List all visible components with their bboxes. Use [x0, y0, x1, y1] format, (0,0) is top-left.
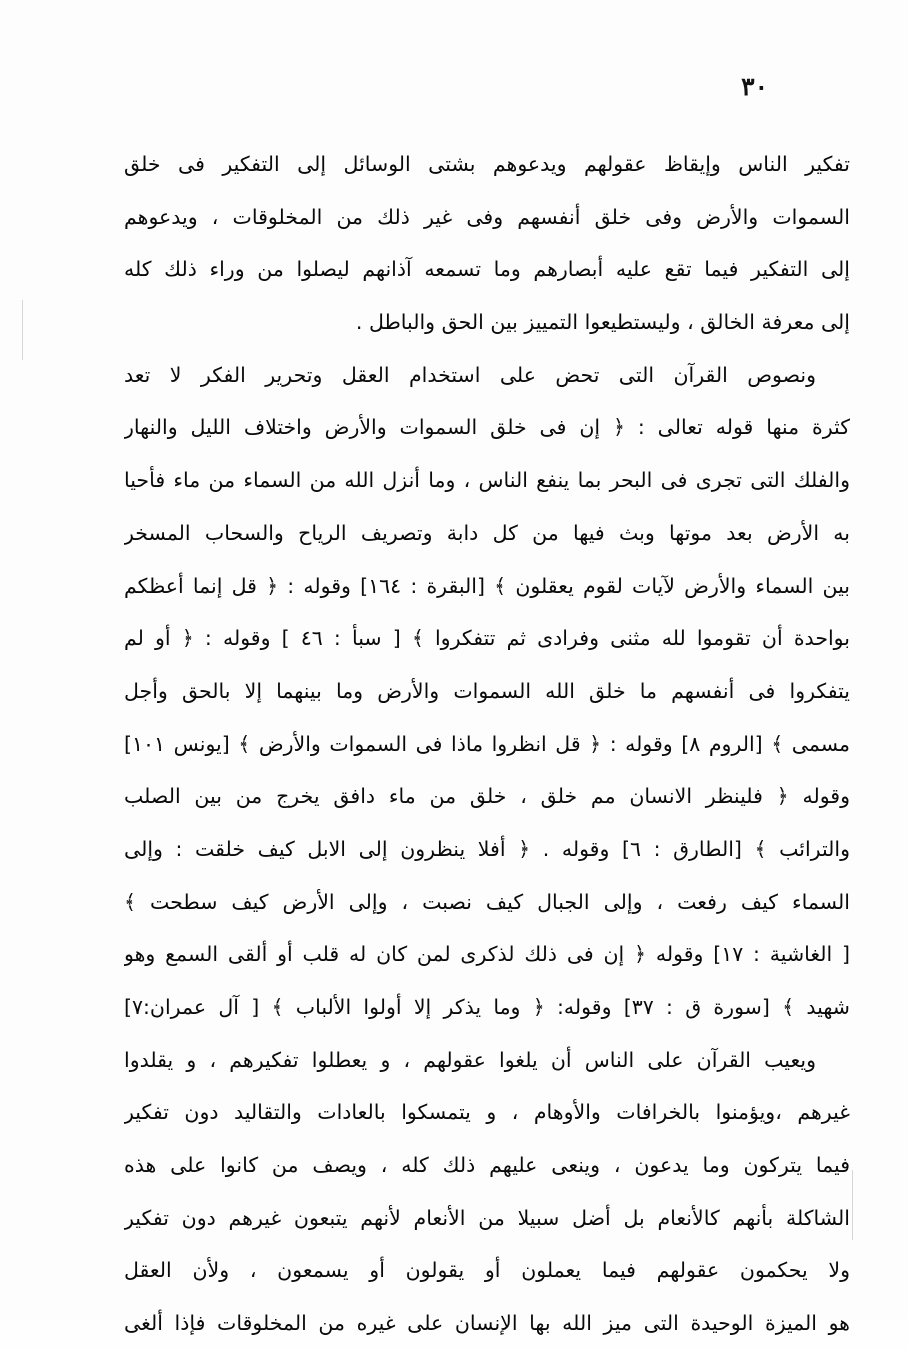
paragraph-start-line: ويعيب القرآن على الناس أن يلغوا عقولهم ، و يعطلوا تفكيرهم ، و يقلدوا — [124, 1047, 816, 1072]
text-line: السموات والأرض وفى خلق أنفسهم وفى غير ذلك من المخلوقات ، ويدعوهم — [124, 204, 850, 229]
text-line: هو الميزة الوحيدة التى ميز الله بها الإنسان على غيره من المخلوقات فإذا ألغى — [124, 1311, 850, 1336]
text-line: السماء كيف رفعت ، وإلى الجبال كيف نصبت ، وإلى الأرض كيف سطحت ﴾ — [124, 889, 850, 914]
text-line: تفكير الناس وإيقاظ عقولهم ويدعوهم بشتى الوسائل إلى التفكير فى خلق — [124, 152, 850, 176]
page-number: ٣٠ — [741, 72, 768, 101]
text-line: والترائب ﴾ [الطارق : ٦] وقوله . ﴿ أفلا ينظرون إلى الابل كيف خلقت : وإلى — [124, 836, 850, 861]
scan-margin-mark — [22, 300, 23, 360]
text-line: مسمى ﴾ [الروم ٨] وقوله : ﴿ قل انظروا ماذا فى السموات والأرض ﴾ [يونس ١٠١] — [124, 731, 850, 756]
page-text — [124, 138, 850, 1350]
text-line: فيما يتركون وما يدعون ، وينعى عليهم ذلك كله ، ويصف من كانوا على هذه — [124, 1153, 850, 1178]
text-line: والفلك التى تجرى فى البحر بما ينفع الناس ، وما أنزل الله من السماء من ماء فأحيا — [124, 468, 850, 493]
paragraph-start-line: ونصوص القرآن التى تحض على استخدام العقل وتحرير الفكر لا تعد — [124, 362, 816, 387]
scan-margin-mark — [852, 1170, 853, 1240]
text-line: يتفكروا فى أنفسهم ما خلق الله السموات والأرض وما بينهما إلا بالحق وأجل — [124, 678, 850, 703]
text-line: الشاكلة بأنهم كالأنعام بل أضل سبيلا من الأنعام لأنهم يتبعون غيرهم دون تفكير — [124, 1205, 850, 1230]
text-line: ولا يحكمون عقولهم فيما يعملون أو يقولون أو يسمعون ، ولأن العقل — [124, 1258, 850, 1283]
text-line: غيرهم ،ويؤمنوا بالخرافات والأوهام ، و يتمسكوا بالعادات والتقاليد دون تفكير — [124, 1100, 850, 1125]
text-line: بواحدة أن تقوموا لله مثنى وفرادى ثم تتفكروا ﴾ [ سبأ : ٤٦ ] وقوله : ﴿ أو لم — [124, 626, 850, 651]
text-line: كثرة منها قوله تعالى : ﴿ إن فى خلق السموات والأرض واختلاف الليل والنهار — [124, 415, 850, 440]
text-line: [ الغاشية : ١٧] وقوله ﴿ إن فى ذلك لذكرى لمن كان له قلب أو ألقى السمع وهو — [124, 942, 850, 967]
text-line: إلى معرفة الخالق ، وليستطيعوا التمييز بين الحق والباطل . — [355, 310, 850, 335]
text-line: شهيد ﴾ [سورة ق : ٣٧] وقوله: ﴿ وما يذكر إلا أولوا الألباب ﴾ [ آل عمران:٧] — [124, 995, 850, 1019]
text-line: وقوله ﴿ فلينظر الانسان مم خلق ، خلق من ماء دافق يخرج من بين الصلب — [124, 784, 850, 809]
text-line: به الأرض بعد موتها وبث فيها من كل دابة وتصريف الرياح والسحاب المسخر — [124, 520, 850, 545]
text-line: بين السماء والأرض لآيات لقوم يعقلون ﴾ [البقرة : ١٦٤] وقوله : ﴿ قل إنما أعظكم — [124, 573, 850, 598]
text-line: إلى التفكير فيما تقع عليه أبصارهم وما تسمعه آذانهم ليصلوا من وراء ذلك كله — [124, 257, 850, 282]
